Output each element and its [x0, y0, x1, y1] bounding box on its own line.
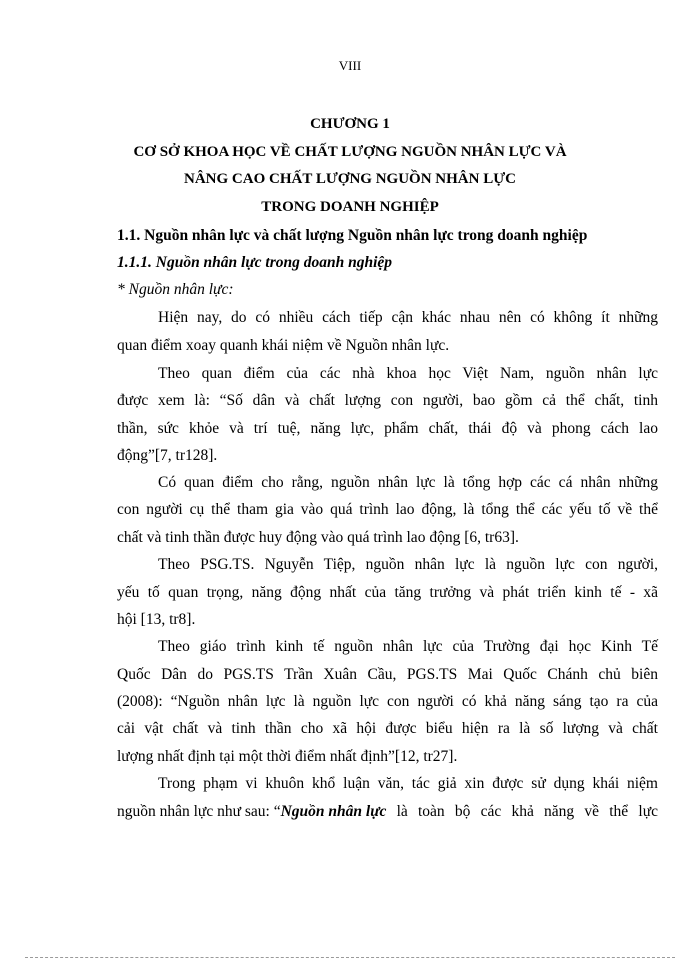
- definition-suffix: là toàn bộ các khả năng về thể lực: [386, 803, 658, 820]
- page-number: VIII: [338, 58, 362, 73]
- section-heading-1-1-1: 1.1.1. Nguồn nhân lực trong doanh nghiệp: [117, 254, 393, 271]
- paragraph-line: hội [13, tr8].: [117, 611, 196, 628]
- paragraph-line: chất và tinh thần được huy động vào quá trình lao động [6, tr63].: [117, 529, 519, 546]
- paragraph-line: yếu tố quan trọng, năng động nhất của tăng trưởng và phát triển kinh tế - xã: [117, 584, 658, 601]
- paragraph-line: Theo quan điểm của các nhà khoa học Việt Nam, nguồn nhân lực: [158, 365, 658, 382]
- paragraph-line: thần, sức khỏe và trí tuệ, năng lực, phẩm chất, thái độ và phong cách lao: [117, 420, 658, 437]
- bullet-heading: * Nguồn nhân lực:: [117, 281, 234, 298]
- paragraph-line: cải vật chất và tinh thần cho xã hội được biểu hiện ra là số lượng và chất: [117, 720, 658, 737]
- page-separator: [25, 957, 675, 958]
- chapter-label: CHƯƠNG 1: [310, 116, 390, 132]
- paragraph-line: động”[7, tr128].: [117, 447, 218, 464]
- paragraph-line: quan điểm xoay quanh khái niệm về Nguồn nhân lực.: [117, 337, 450, 354]
- paragraph-line: Trong phạm vi khuôn khổ luận văn, tác giả xin được sử dụng khái niệm: [158, 775, 658, 792]
- definition-prefix: nguồn nhân lực như sau: “: [117, 803, 281, 820]
- section-heading-1-1: 1.1. Nguồn nhân lực và chất lượng Nguồn nhân lực trong doanh nghiệp: [117, 227, 588, 244]
- paragraph-line-definition: [117, 803, 658, 821]
- paragraph-line: Quốc Dân do PGS.TS Trần Xuân Cầu, PGS.TS Mai Quốc Chánh chủ biên: [117, 666, 658, 683]
- paragraph-line: Có quan điểm cho rằng, nguồn nhân lực là tổng hợp các cá nhân những: [158, 474, 658, 491]
- paragraph-line: lượng nhất định tại một thời điểm nhất định”[12, tr27].: [117, 748, 458, 765]
- chapter-title-line-1: CƠ SỞ KHOA HỌC VỀ CHẤT LƯỢNG NGUỒN NHÂN LỰC VÀ: [133, 144, 567, 160]
- chapter-title-line-3: TRONG DOANH NGHIỆP: [261, 199, 439, 215]
- paragraph-line: con người cụ thể tham gia vào quá trình lao động, là tổng thể các yếu tố về thể: [117, 501, 658, 518]
- paragraph-line: (2008): “Nguồn nhân lực là nguồn lực con người có khả năng sáng tạo ra của: [117, 693, 658, 710]
- chapter-title-line-2: NÂNG CAO CHẤT LƯỢNG NGUỒN NHÂN LỰC: [184, 171, 516, 187]
- paragraph-line: được xem là: “Số dân và chất lượng con người, bao gồm cả thể chất, tinh: [117, 392, 658, 409]
- paragraph-line: Theo PSG.TS. Nguyễn Tiệp, nguồn nhân lực là nguồn lực con người,: [158, 556, 658, 573]
- paragraph-line: Hiện nay, do có nhiều cách tiếp cận khác nhau nên có không ít những: [158, 309, 658, 326]
- paragraph-line: Theo giáo trình kinh tế nguồn nhân lực của Trường đại học Kinh Tế: [158, 638, 658, 655]
- definition-term: Nguồn nhân lực: [280, 803, 387, 820]
